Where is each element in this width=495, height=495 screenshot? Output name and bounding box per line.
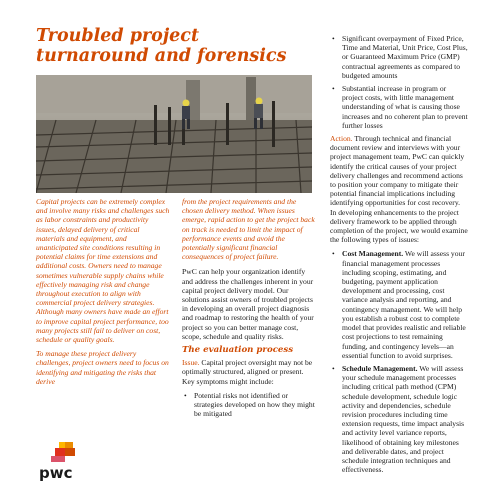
list-item-text: We will assess your financial management processes including scoping, estimating, and budgeting, payment application development and processing, cost variance analysis and reporting, and contingency management. We will help you establish a robust cost to complete model that provides realistic and reliable cost projections to test remaining funding, and contingency levels—an essential function to avoid surprises. — [342, 249, 466, 360]
list-item: • Potential risks not identified or strategies developed on how they might be mitigated — [182, 391, 316, 419]
action-text: Through technical and financial document review and interviews with your project management team, PwC can quickly identify the critical causes of your project delivery challenges and recommend actions to position your company to mitigate their potential financial implications including identifying opportunities for cost recovery. In developing enhancements to the project delivery framework to be applied through completion of the project, we would examine the following types of issues: — [330, 134, 468, 245]
list-item: • Significant overpayment of Fixed Price, Time and Material, Unit Price, Cost Plus, or Guaranteed Maximum Price (GMP) contractual agreements as compared to budgeted amounts — [330, 34, 468, 80]
pwc-logo-icon — [37, 440, 85, 482]
issue-text: Capital project oversight may not be optimally structured, aligned or present. Key symptoms might include: — [182, 358, 313, 386]
lead-column — [36, 197, 170, 391]
list-item — [330, 364, 468, 474]
issue-label: Issue. — [182, 358, 200, 368]
lead-paragraph: Capital projects can be extremely complex and involve many risks and challenges such as labor constraints and productivity issues, delayed delivery of critical materials and equipment, and unanticipated site conditions resulting in potential claims for time extensions and additional costs. Owners need to manage sometimes vulnerable supply chains while effectively managing risk and change throughout execution to align with commercial project delivery strategies. Although many owners have made an effort to improve capital project performance, too many projects still fail to deliver on cost, schedule or quality goals. — [36, 197, 170, 345]
logo-block — [51, 456, 65, 462]
body-paragraph: PwC can help your organization identify and address the challenges inherent in your capital project delivery model. Our solutions assist owners of troubled projects in developing an overall project diagnosis and roadmap to restoring the health of your project so you can better manage cost, scope, schedule and quality risks. — [182, 267, 314, 341]
third-column — [330, 30, 468, 478]
list-item-text: We will assess your schedule management processes including critical path method (CPM) schedule development, schedule logic activity and dependencies, schedule revision procedures including time extension requests, time impact analysis and activity level variance reports, likelihood of obtaining key milestones and deliverable dates, and project schedule integration techniques and effectiveness. — [342, 363, 465, 475]
logo-block — [65, 442, 73, 448]
symptom-list — [182, 391, 316, 419]
logo-block — [65, 448, 75, 456]
action-paragraph — [330, 134, 468, 244]
issue-types-list — [330, 249, 468, 474]
construction-site-illustration — [36, 75, 312, 193]
second-column — [182, 197, 316, 422]
list-item-label: Schedule Management. — [342, 363, 418, 373]
symptom-list-continued — [330, 34, 468, 130]
section-heading: The evaluation process — [182, 345, 294, 356]
logo-block — [55, 448, 65, 456]
page-title: Troubled project turnaround and forensics — [36, 26, 287, 66]
lead-paragraph-continued: from the project requirements and the chosen delivery method. When issues emerge, rapid action to get the project back on track is needed to limit the impact of performance events and avoid the potentially significant financial consequences of project failure. — [182, 197, 315, 262]
logo-wordmark: pwc — [39, 464, 73, 482]
issue-paragraph — [182, 358, 316, 386]
pwc-logo — [37, 440, 85, 482]
lead-paragraph: To manage these project delivery challenges, project owners need to focus on identifying and mitigating the risks that derive — [36, 349, 169, 386]
construction-site-photo — [36, 75, 312, 193]
action-label: Action. — [330, 134, 353, 144]
list-item — [330, 249, 468, 359]
list-item: • Substantial increase in program or project costs, with little management understanding of what is causing those increases and no coherent plan to prevent further losses — [330, 84, 468, 130]
logo-block — [59, 442, 65, 448]
list-item-label: Cost Management. — [342, 249, 404, 259]
